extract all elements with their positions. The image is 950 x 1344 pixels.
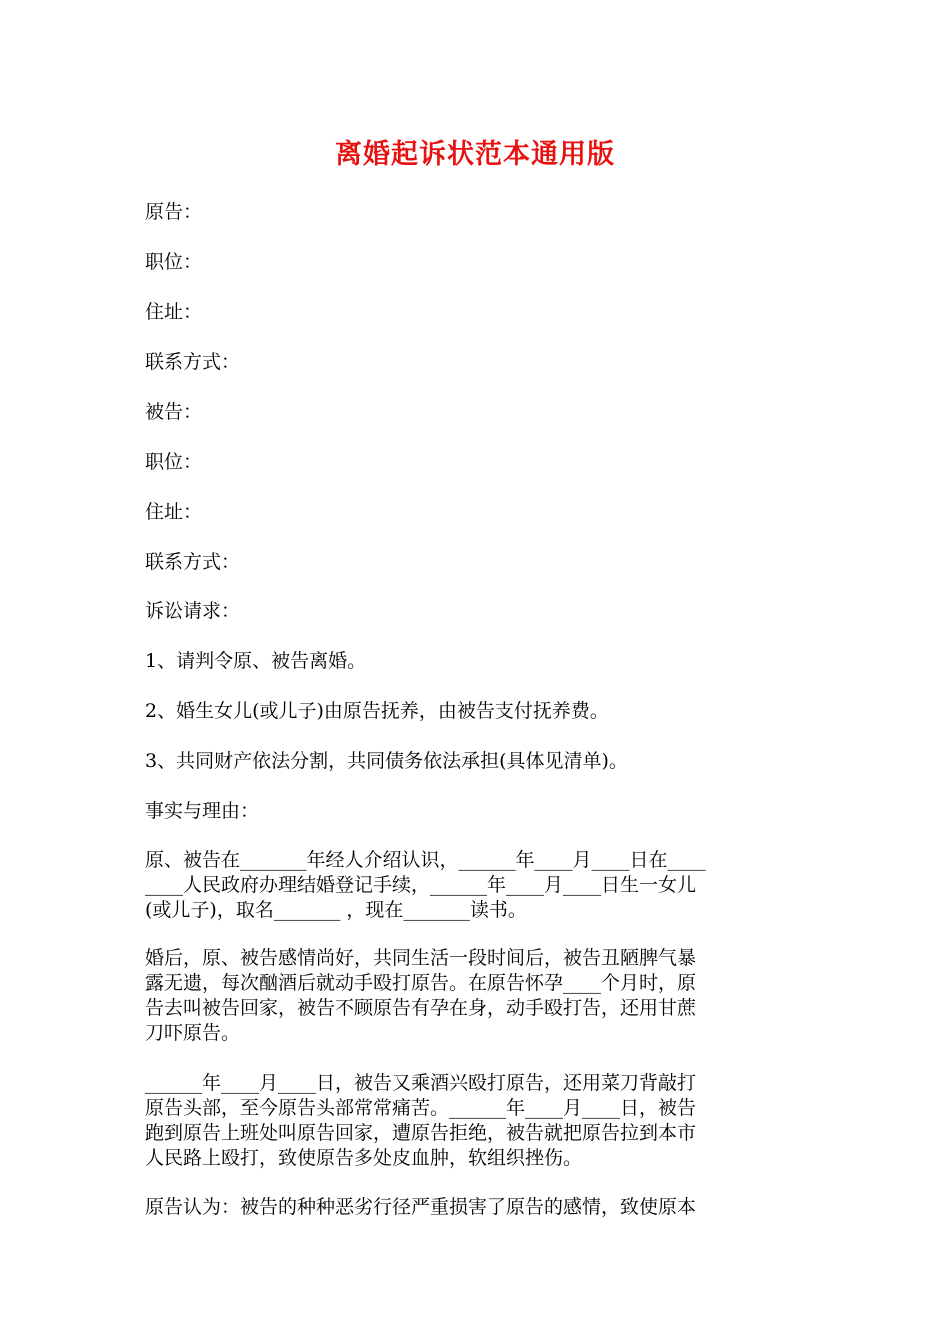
fact-paragraph-2 bbox=[145, 946, 805, 1046]
field-defendant-position: 职位： bbox=[145, 451, 203, 473]
field-plaintiff-address: 住址： bbox=[145, 301, 203, 323]
fact-paragraph-1 bbox=[145, 848, 805, 923]
text-line: 原告头部，至今原告头部常常痛苦。______年____月____日，被告 bbox=[145, 1097, 697, 1119]
claim-item-3: 3、共同财产依法分割，共同债务依法承担(具体见清单)。 bbox=[145, 750, 628, 772]
text-line: 原、被告在_______年经人介绍认识，______年____月____日在____ bbox=[145, 849, 706, 871]
facts-heading: 事实与理由： bbox=[145, 800, 260, 822]
field-defendant-address: 住址： bbox=[145, 501, 203, 523]
text-line: 人民路上殴打，致使原告多处皮血肿，软组织挫伤。 bbox=[145, 1147, 583, 1169]
field-plaintiff-contact: 联系方式： bbox=[145, 351, 241, 373]
text-line: 跑到原告上班处叫原告回家，遭原告拒绝，被告就把原告拉到本市 bbox=[145, 1122, 697, 1144]
field-defendant: 被告： bbox=[145, 401, 203, 423]
document-title: 离婚起诉状范本通用版 bbox=[335, 139, 615, 170]
text-line: ____人民政府办理结婚登记手续，______年____月____日生一女儿 bbox=[145, 874, 697, 896]
field-plaintiff: 原告： bbox=[145, 201, 203, 223]
claim-item-1: 1、请判令原、被告离婚。 bbox=[145, 650, 367, 672]
text-line: 刀吓原告。 bbox=[145, 1022, 241, 1044]
fact-paragraph-3 bbox=[145, 1071, 805, 1171]
text-line: ______年____月____日，被告又乘酒兴殴打原告，还用菜刀背敲打 bbox=[145, 1072, 697, 1094]
text-line: (或儿子)，取名_______ ，现在_______读书。 bbox=[145, 899, 527, 921]
text-line: 原告认为：被告的种种恶劣行径严重损害了原告的感情，致使原本 bbox=[145, 1196, 697, 1218]
claims-heading: 诉讼请求： bbox=[145, 600, 241, 622]
field-defendant-contact: 联系方式： bbox=[145, 551, 241, 573]
text-line: 告去叫被告回家，被告不顾原告有孕在身，动手殴打告，还用甘蔗 bbox=[145, 997, 697, 1019]
fact-paragraph-4 bbox=[145, 1195, 805, 1220]
field-plaintiff-position: 职位： bbox=[145, 251, 203, 273]
text-line: 露无遗，每次酗酒后就动手殴打原告。在原告怀孕____个月时，原 bbox=[145, 972, 697, 994]
claim-item-2: 2、婚生女儿(或儿子)由原告抚养，由被告支付抚养费。 bbox=[145, 700, 609, 722]
text-line: 婚后，原、被告感情尚好，共同生活一段时间后，被告丑陋脾气暴 bbox=[145, 947, 697, 969]
